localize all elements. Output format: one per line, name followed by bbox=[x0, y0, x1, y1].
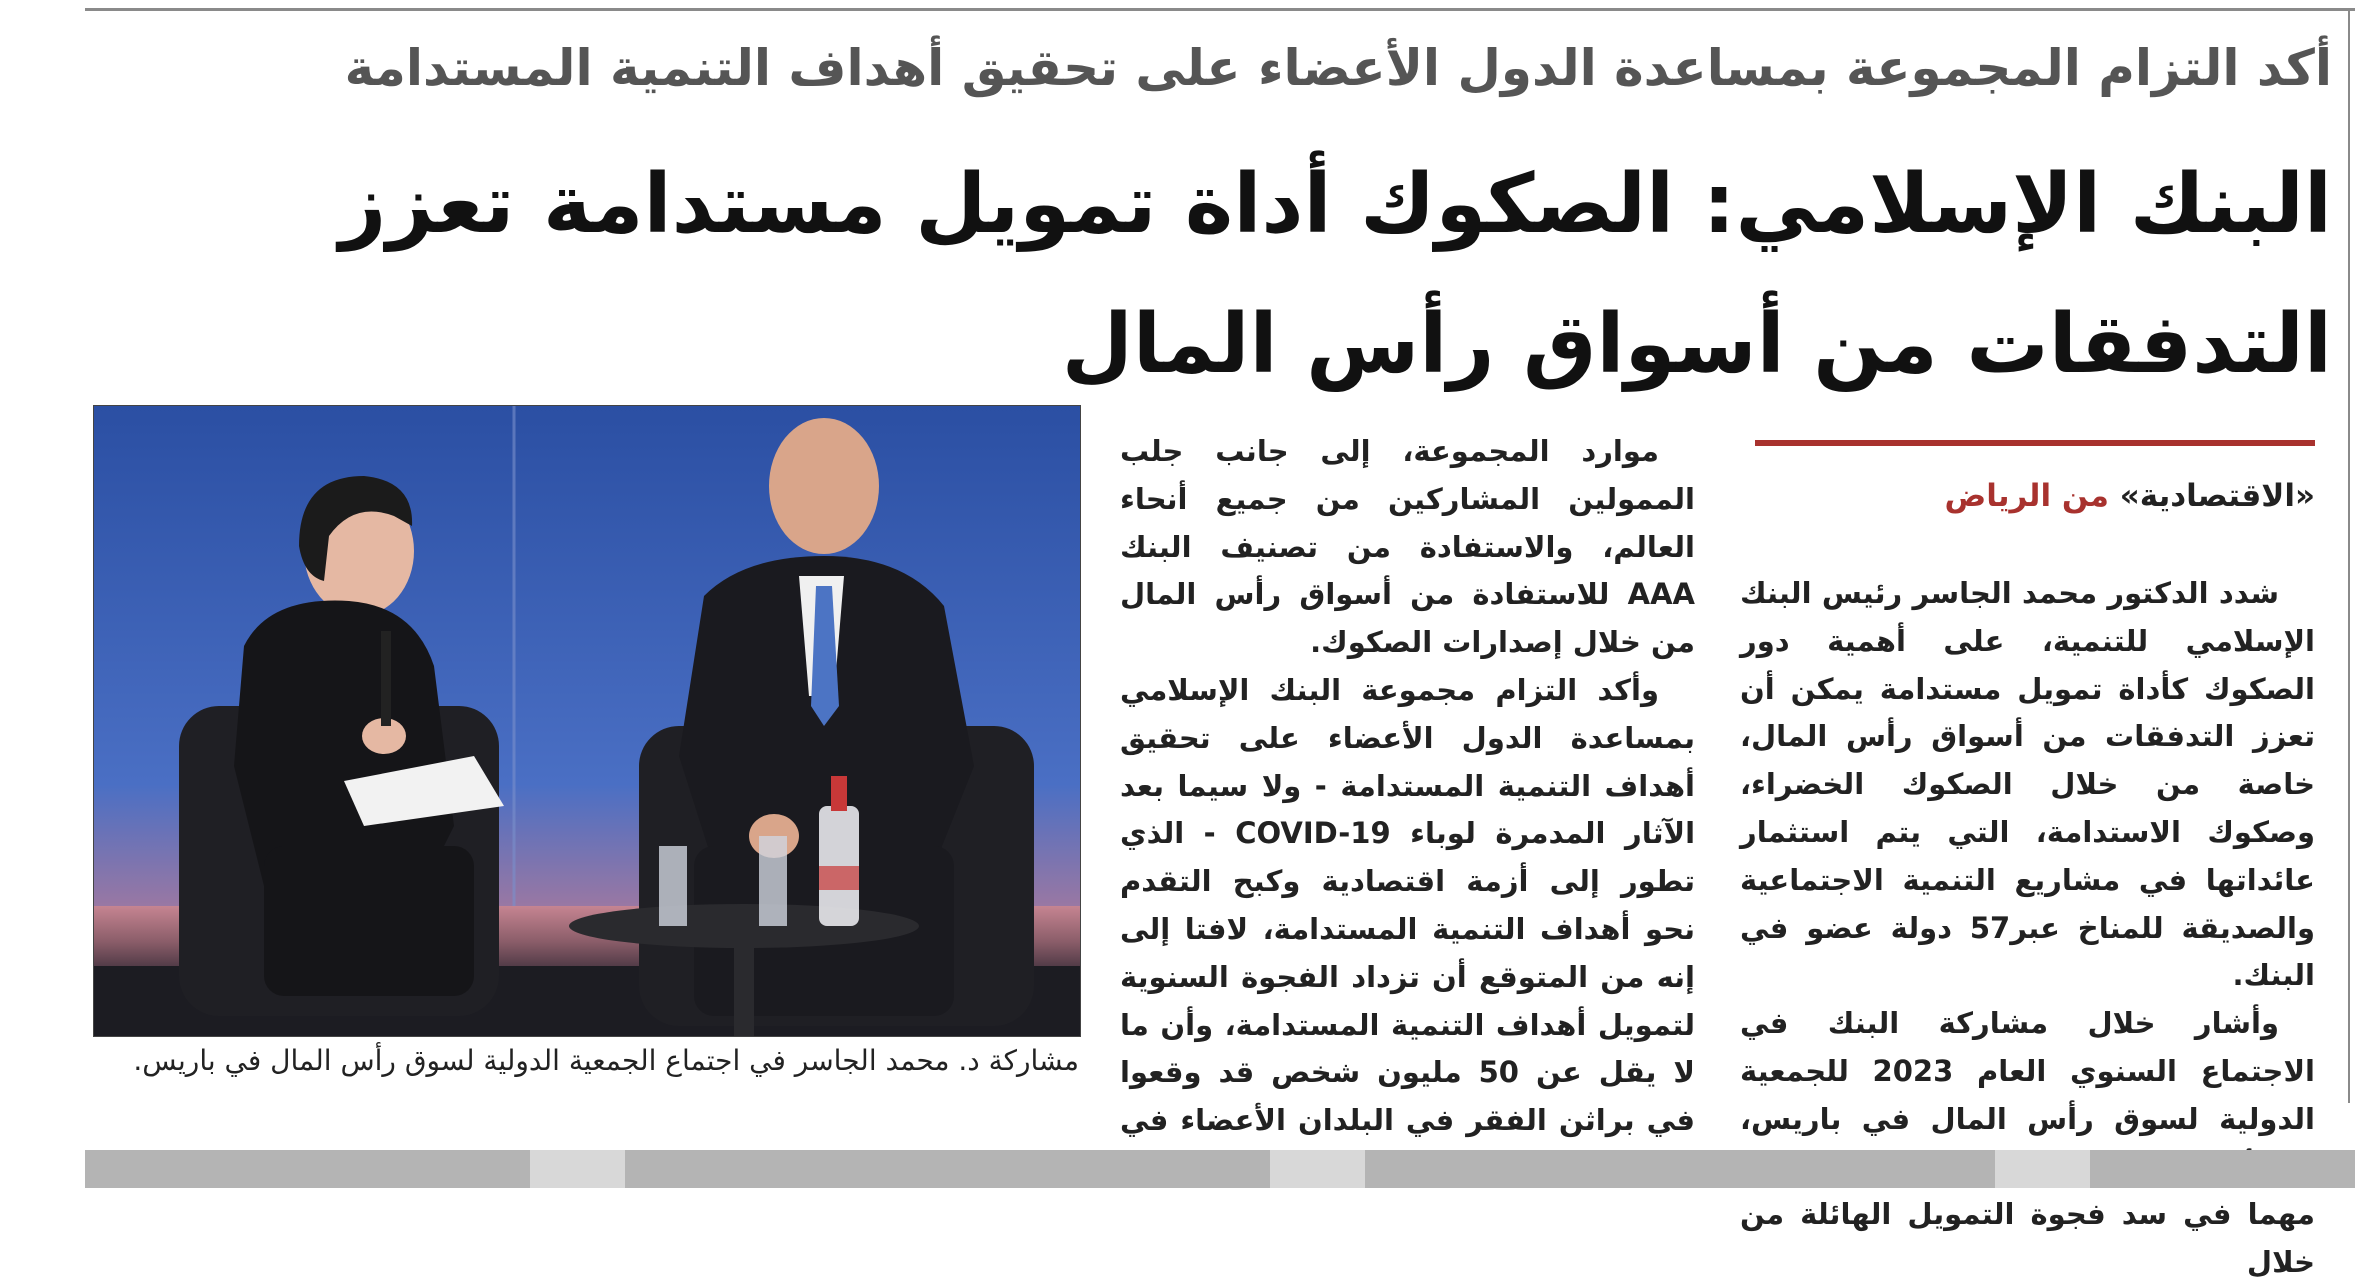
paragraph: وأشار خلال مشاركة البنك في الاجتماع السنوي العام 2023 للجمعية الدولية لسوق رأس المال في باريس، مهما في سد فجوة التمويل الهائلة من خلال bbox=[1740, 1006, 2315, 1280]
byline-location: من الرياض bbox=[1944, 478, 2109, 514]
footer-segment bbox=[530, 1150, 625, 1188]
paragraph: شدد الدكتور محمد الجاسر رئيس البنك الإسلامي للتنمية، على أهمية دور الصكوك كأداة تمويل مستدامة يمكن أن تعزز التدفقات من أسواق رأس المال، خاصة من خلال الصكوك الخضراء، وصكوك الاستدامة، التي يتم استثمار عائداتها في مشاريع التنمية الاجتماعية والصديقة للمناخ عبر57 دولة عضو في البنك. bbox=[1740, 576, 2315, 993]
footer-bar bbox=[85, 1150, 2355, 1188]
photo-caption: مشاركة د. محمد الجاسر في اجتماع الجمعية الدولية لسوق رأس المال في باريس. bbox=[133, 1044, 1079, 1077]
byline-rule bbox=[1755, 440, 2315, 446]
top-rule bbox=[85, 8, 2355, 11]
footer-segment bbox=[1995, 1150, 2090, 1188]
right-rule bbox=[2348, 8, 2350, 1103]
paragraph: موارد المجموعة، إلى جانب جلب الممولين المشاركين من جميع أنحاء العالم، والاستفادة من تصنيف البنك AAA للاستفادة من أسواق رأس المال من خلال إصدارات الصكوك. bbox=[1120, 434, 1695, 660]
byline-source: «الاقتصادية» bbox=[2119, 478, 2315, 514]
article-headline: البنك الإسلامي: الصكوك أداة تمويل مستدامة تعزز التدفقات من أسواق رأس المال bbox=[339, 157, 2332, 392]
footer-segment bbox=[1365, 1150, 1995, 1188]
article-column-middle bbox=[1120, 428, 1695, 1193]
byline bbox=[1755, 470, 2315, 522]
article-subheadline: أكد التزام المجموعة بمساعدة الدول الأعضاء على تحقيق أهداف التنمية المستدامة bbox=[344, 39, 2332, 97]
footer-segment bbox=[1270, 1150, 1365, 1188]
footer-segment bbox=[2090, 1150, 2355, 1188]
footer-segment bbox=[625, 1150, 1270, 1188]
paragraph: وأكد التزام مجموعة البنك الإسلامي بمساعدة الدول الأعضاء على تحقيق أهداف التنمية المستدامة - ولا سيما بعد الآثار المدمرة لوباء COVID-19 - الذي تطور إلى أزمة اقتصادية وكبح التقدم نحو أهداف التنمية المستدامة، لافتا إلى إنه من المتوقع أن تزداد الفجوة السنوية لتمويل أهداف التنمية المستدامة، وأن ما لا يقل عن 50 مليون شخص قد وقعوا في براثن الفقر في البلدان الأعضاء في bbox=[1120, 672, 1696, 1138]
article-photo bbox=[93, 405, 1081, 1037]
footer-segment bbox=[85, 1150, 530, 1188]
